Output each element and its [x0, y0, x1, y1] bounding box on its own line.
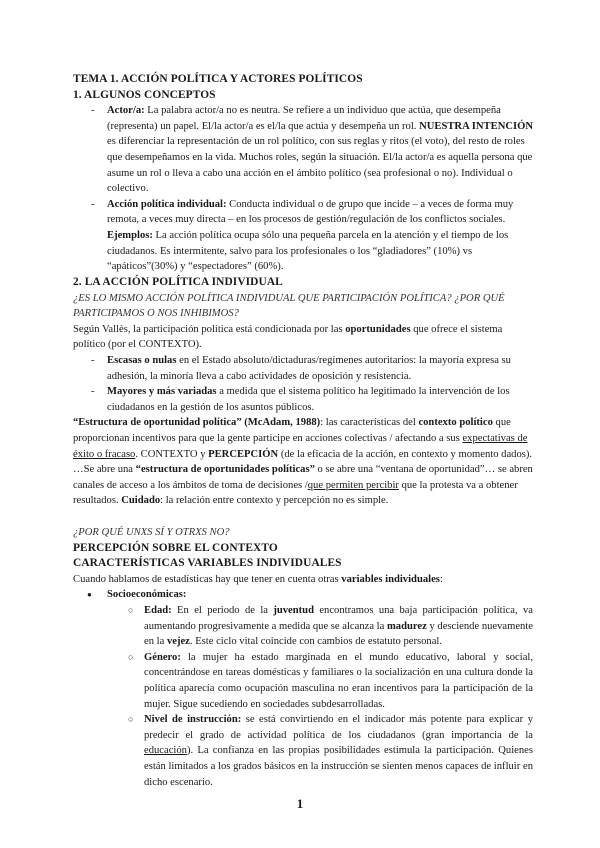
edad-term: Edad: [144, 604, 172, 616]
edad-text-3: y desciende nuevamente en la [144, 620, 534, 648]
intro-text-1: Cuando hablamos de estadísticas hay que tener en cuenta otras [73, 573, 342, 585]
edad-text-4: . Este ciclo vital coincide con cambios de estatuto personal. [189, 636, 442, 648]
ventana-text-1: …Se abre una [73, 464, 136, 476]
ventana-text-4: : la relación entre contexto y percepción no es simple. [160, 495, 389, 507]
estructura-bold-2: contexto político [418, 417, 493, 429]
accion-bold-1: Ejemplos: [107, 229, 153, 241]
section-2-heading: 2. LA ACCIÓN POLÍTICA INDIVIDUAL [73, 276, 283, 288]
accion-definition [73, 197, 533, 275]
mayores-item [73, 384, 533, 415]
section-3-heading-1: PERCEPCIÓN SOBRE EL CONTEXTO [73, 541, 278, 554]
edad-bold-3: vejez [166, 636, 190, 648]
ventana-paragraph [73, 462, 533, 509]
socioeconomicas-item [73, 587, 533, 603]
escasas-item [73, 353, 533, 384]
genero-term: Género: [144, 651, 181, 663]
estructura-text-1: : las características del [320, 417, 419, 429]
valles-text-2: que ofrece el sistema político (por el CONTEXTO). [73, 323, 503, 351]
intro-text-2: : [439, 573, 443, 585]
nivel-text-1: se está convirtiendo en el indicador más potente para explicar y predecir el grado de actividad política de los ciudadanos (gran importancia de la [144, 714, 533, 741]
ventana-bold-2: Cuidado [121, 495, 161, 507]
actor-definition [73, 103, 533, 197]
actor-text-2: es diferenciar la representación de un rol político, con sus reglas y ritos (el voto), del resto de roles que desempeñamos en la vida. Muchos roles, según la situación. El/la actor/a es aquella persona que asume un rol o lleva a cabo una acción en el ámbito político (sea profesional o no). Individual o colectivo. [107, 136, 533, 195]
edad-item [73, 603, 533, 650]
genero-item [73, 650, 533, 712]
nivel-underline: educación [144, 745, 187, 757]
actor-text-1: La palabra actor/a no es neutra. Se refiere a un individuo que actúa, que desempeña (representa) un papel. El/la actor/a es el/la que actúa y desempeña un rol. [107, 105, 501, 132]
socioeconomicas-label: Socioeconómicas: [107, 589, 187, 601]
edad-bold-1: juventud [273, 604, 314, 616]
intro-bold: variables individuales [341, 573, 440, 585]
estructura-text-4: (de la eficacia de la acción, en contexto y momento dados). [278, 448, 533, 460]
edad-bold-2: madurez [386, 620, 427, 632]
variables-intro [73, 572, 533, 588]
section-3-heading-2: CARACTERÍSTICAS VARIABLES INDIVIDUALES [73, 557, 342, 570]
nivel-term: Nivel de instrucción: [144, 714, 242, 726]
actor-bold-1: NUESTRA INTENCIÓN [419, 120, 534, 132]
tema-title: TEMA 1. ACCIÓN POLÍTICA Y ACTORES POLÍTICOS [73, 73, 363, 85]
valles-paragraph [73, 322, 533, 353]
section-2 [73, 275, 533, 509]
section-2-question: ¿ES LO MISMO ACCIÓN POLÍTICA INDIVIDUAL QUE PARTICIPACIÓN POLÍTICA? ¿POR QUÉ PARTICIPAMOS O NOS INHIBIMOS? [73, 292, 505, 320]
page-number: 1 [296, 796, 304, 811]
section-3-question: ¿POR QUÉ UNXS SÍ Y OTRXS NO? [73, 527, 230, 538]
accion-text-1: Conducta individual o de grupo que incide – a veces de forma muy remota, a veces muy directa – en los procesos de gestión/regulación de los conflictos sociales. [107, 198, 514, 226]
estructura-bold-1: “Estructura de oportunidad política” (McAdam, 1988) [73, 417, 321, 429]
estructura-paragraph [73, 415, 533, 462]
estructura-underline: expectativas de éxito o fracaso [73, 432, 528, 460]
valles-text-1: Según Vallès, la participación política está condicionada por las [73, 323, 346, 335]
section-1 [73, 72, 533, 275]
estructura-text-2: que proporcionan incentivos para que la gente participe en acciones colectivas / afectando a sus [73, 417, 511, 444]
ventana-text-3: que la protesta va a obtener resultados. [73, 479, 518, 507]
edad-text-2: encontramos una baja participación política, va aumentando progresivamente a medida que se alcanza la [144, 604, 533, 632]
section-3 [73, 525, 533, 790]
genero-text: la mujer ha estado marginada en el mundo educativo, laboral y social, concentrándose en tareas domésticas y familiares o la socialización en una cultura donde la política aparecía como ocupación masculina no eran incentivos para la participación de la mujer. Sigue sucediendo en sociedades subdesarrolladas. [144, 651, 533, 710]
actor-term: Actor/a: [107, 105, 145, 117]
valles-bold: oportunidades [345, 323, 411, 335]
escasas-text: en el Estado absoluto/dictaduras/regímenes autoritarios: la mayoría expresa su adhesión, la minoría lleva a cabo actividades de oposición y resistencia. [107, 354, 511, 382]
ventana-text-2: o se abre una “ventana de oportunidad”… se abren canales de acceso a los ámbitos de toma de decisiones / [73, 464, 533, 491]
nivel-item [73, 712, 533, 790]
accion-term: Acción política individual: [107, 198, 227, 210]
mayores-text: a medida que el sistema político ha legitimado la intervención de los ciudadanos en la gestión de los asuntos públicos. [107, 386, 510, 413]
nivel-text-2: ). La confianza en las propias posibilidades estimula la participación. Quienes están limitados a los grados básicos en la instrucción se sienten menos capaces de influir en dicho escenario. [144, 745, 533, 788]
escasas-bold: Escasas o nulas [107, 354, 177, 366]
estructura-text-3: . CONTEXTO y [135, 448, 209, 460]
edad-text-1: En el periodo de la [171, 604, 274, 616]
mayores-bold: Mayores y más variadas [107, 386, 217, 398]
ventana-bold-1: “estructura de oportunidades políticas” [135, 464, 315, 476]
estructura-bold-3: PERCEPCIÓN [208, 448, 279, 460]
accion-text-2: La acción política ocupa sólo una pequeña parcela en la atención y el tiempo de los ciudadanos. Es intermitente, salvo para los profesionales o los “gladiadores” (10%) vs “apáticos”(30%) y “espectadores” (60%). [107, 229, 509, 273]
ventana-underline: que permiten percibir [307, 479, 399, 491]
section-1-heading: 1. ALGUNOS CONCEPTOS [73, 88, 216, 101]
